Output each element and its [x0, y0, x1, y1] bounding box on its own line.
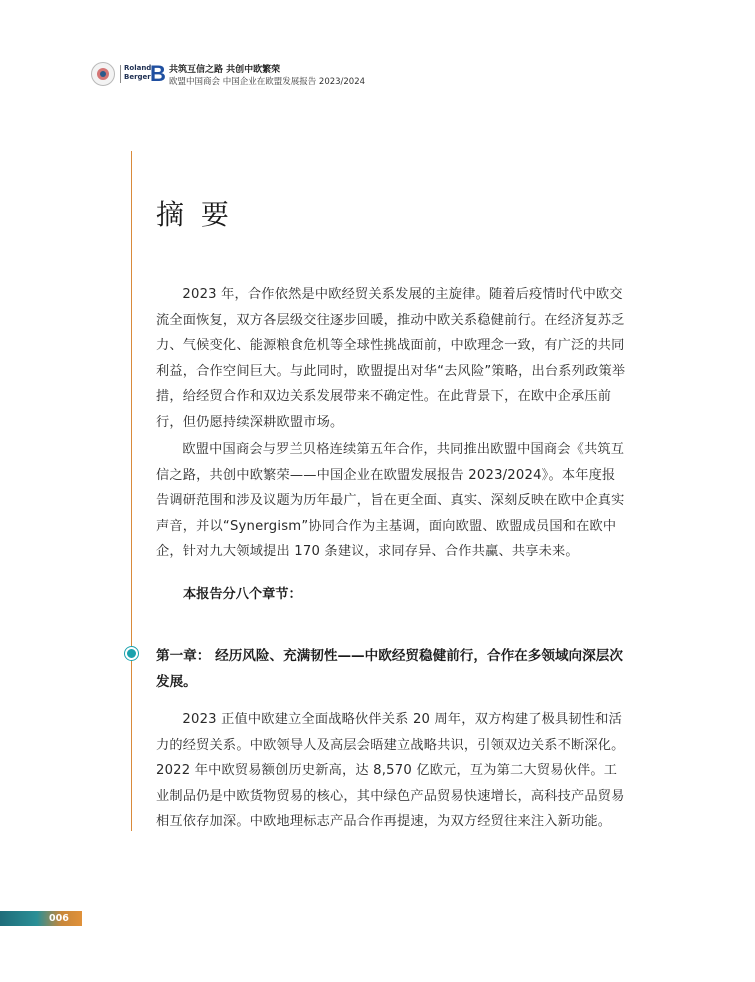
- roland-berger-logo: [124, 64, 151, 82]
- logo-line-1: Roland: [124, 64, 152, 72]
- timeline-rule: [131, 151, 132, 831]
- header-title: 共筑互信之路 共创中欧繁荣: [169, 65, 281, 75]
- chapter-1-heading: 第一章： 经历风险、充满韧性——中欧经贸稳健前行，合作在多领域向深层次发展。: [156, 648, 623, 690]
- footer-page-tab: [0, 911, 82, 926]
- timeline-dot-icon: [125, 647, 138, 660]
- header-subtitle: 欧盟中国商会 中国企业在欧盟发展报告 2023/2024: [169, 77, 366, 87]
- page-title: 摘 要: [156, 198, 233, 231]
- summary-paragraph-1: 2023 年，合作依然是中欧经贸关系发展的主旋律。随着后疫情时代中欧交流全面恢复，双方各层级交往逐步回暖，推动中欧关系稳健前行。在经济复苏乏力、气候变化、能源粮食危机等全球性挑战面前，中欧理念一致，有广泛的共同利益，合作空间巨大。与此同时，欧盟提出对华“去风险”策略，出台系列政策举措，给经贸合作和双边关系发展带来不确定性。在此背景下，在欧中企承压前行，但仍愿持续深耕欧盟市场。: [156, 287, 626, 430]
- page-number: 006: [49, 913, 69, 924]
- page-header: [91, 62, 511, 86]
- summary-paragraph-2: 欧盟中国商会与罗兰贝格连续第五年合作，共同推出欧盟中国商会《共筑互信之路，共创中欧繁荣——中国企业在欧盟发展报告 2023/2024》。本年度报告调研范围和涉及议题为历年最广，旨在更全面、真实、深刻反映在欧中企真实声音，并以“Synergism”协同合作为主基调，面向欧盟、欧盟成员国和在欧中企，针对九大领域提出 170 条建议，求同存异、合作共赢、共享未来。: [156, 442, 625, 559]
- logo-b-mark: B: [150, 61, 166, 86]
- chapters-intro: 本报告分八个章节：: [183, 587, 302, 602]
- logo-divider: [120, 65, 121, 83]
- emblem-icon: [91, 62, 115, 86]
- logo-line-2: Berger: [124, 73, 151, 81]
- chapter-1-body: 2023 正值中欧建立全面战略伙伴关系 20 周年，双方构建了极具韧性和活力的经贸关系。中欧领导人及高层会晤建立战略共识，引领双边关系不断深化。2022 年中欧贸易额创历史新高，达 8,570 亿欧元，互为第二大贸易伙伴。工业制品仍是中欧货物贸易的核心，其中绿色产品贸易快速增长，高科技产品贸易相互依存加深。中欧地理标志产品合作再提速，为双方经贸往来注入新功能。: [156, 712, 625, 829]
